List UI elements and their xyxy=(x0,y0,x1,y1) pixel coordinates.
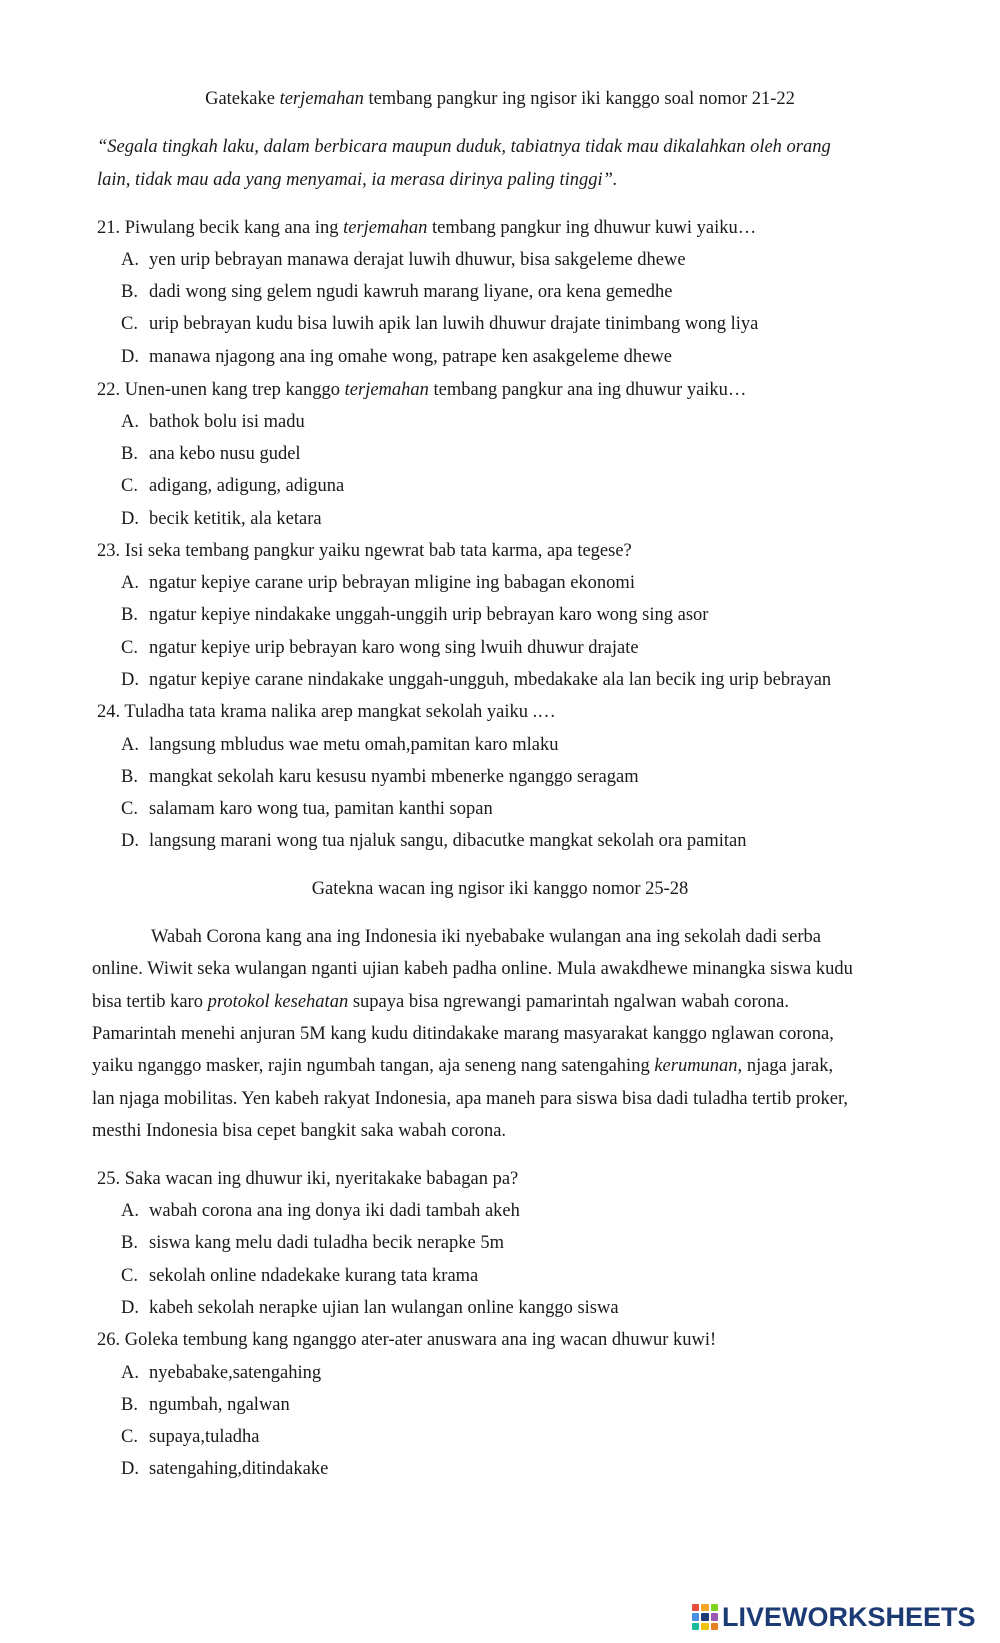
quote-line: lain, tidak mau ada yang menyamai, ia merasa dirinya paling tinggi”. xyxy=(97,170,618,190)
option-22-a[interactable]: A. bathok bolu isi madu xyxy=(121,412,305,432)
passage-line: mesthi Indonesia bisa cepet bangkit saka wabah corona. xyxy=(92,1121,507,1141)
option-23-b[interactable]: B. ngatur kepiye nindakake unggah-unggih urip bebrayan karo wong sing asor xyxy=(121,605,709,625)
liveworksheets-logo-icon xyxy=(692,1604,718,1630)
option-25-b[interactable]: B. siswa kang melu dadi tuladha becik nerapke 5m xyxy=(121,1233,504,1253)
option-26-b[interactable]: B. ngumbah, ngalwan xyxy=(121,1395,290,1415)
option-24-a[interactable]: A. langsung mbludus wae metu omah,pamitan karo mlaku xyxy=(121,735,559,755)
passage-line: Wabah Corona kang ana ing Indonesia iki nyebabake wulangan ana ing sekolah dadi serba xyxy=(151,927,821,947)
option-24-d[interactable]: D. langsung marani wong tua njaluk sangu, dibacutke mangkat sekolah ora pamitan xyxy=(121,831,747,851)
passage-line: bisa tertib karo protokol kesehatan supaya bisa ngrewangi pamarintah ngalwan wabah corona. xyxy=(92,992,789,1012)
section-heading-25-28: Gatekna wacan ing ngisor iki kanggo nomor 25-28 xyxy=(311,879,689,899)
logo-text: LIVEWORKSHEETS xyxy=(722,1601,976,1632)
option-22-d[interactable]: D. becik ketitik, ala ketara xyxy=(121,509,322,529)
option-25-c[interactable]: C. sekolah online ndadekake kurang tata krama xyxy=(121,1266,479,1286)
option-21-d[interactable]: D. manawa njagong ana ing omahe wong, patrape ken asakgeleme dhewe xyxy=(121,347,672,367)
option-26-c[interactable]: C. supaya,tuladha xyxy=(121,1427,260,1447)
heading-italic-text: terjemahan xyxy=(279,89,364,109)
option-23-c[interactable]: C. ngatur kepiye urip bebrayan karo wong sing lwuih dhuwur drajate xyxy=(121,638,639,658)
heading-text: tembang pangkur ing ngisor iki kanggo soal nomor 21-22 xyxy=(363,89,795,109)
passage-line: yaiku nganggo masker, rajin ngumbah tangan, aja seneng nang satengahing kerumunan, njaga jarak, xyxy=(92,1056,834,1076)
option-21-b[interactable]: B. dadi wong sing gelem ngudi kawruh marang liyane, ora kena gemedhe xyxy=(121,282,673,302)
option-25-a[interactable]: A. wabah corona ana ing donya iki dadi tambah akeh xyxy=(121,1201,520,1221)
quote-line: “Segala tingkah laku, dalam berbicara maupun duduk, tabiatnya tidak mau dikalahkan oleh orang xyxy=(97,137,831,157)
passage-line: lan njaga mobilitas. Yen kabeh rakyat Indonesia, apa maneh para siswa bisa dadi tuladha tertib proker, xyxy=(92,1089,848,1109)
option-23-d[interactable]: D. ngatur kepiye carane nindakake unggah-ungguh, mbedakake ala lan becik ing urip bebrayan xyxy=(121,670,832,690)
option-26-d[interactable]: D. satengahing,ditindakake xyxy=(121,1459,329,1479)
option-21-c[interactable]: C. urip bebrayan kudu bisa luwih apik lan luwih dhuwur drajate tinimbang wong liya xyxy=(121,314,759,334)
question-24: 24. Tuladha tata krama nalika arep mangkat sekolah yaiku .… xyxy=(97,702,556,722)
option-24-c[interactable]: C. salamam karo wong tua, pamitan kanthi sopan xyxy=(121,799,493,819)
heading-text: Gatekake xyxy=(205,89,280,109)
question-21: 21. Piwulang becik kang ana ing terjemahan tembang pangkur ing dhuwur kuwi yaiku… xyxy=(97,218,757,238)
option-22-c[interactable]: C. adigang, adigung, adiguna xyxy=(121,476,345,496)
option-23-a[interactable]: A. ngatur kepiye carane urip bebrayan mligine ing babagan ekonomi xyxy=(121,573,635,593)
question-22: 22. Unen-unen kang trep kanggo terjemahan tembang pangkur ana ing dhuwur yaiku… xyxy=(97,380,747,400)
section-heading-21-22 xyxy=(0,87,1000,111)
question-25: 25. Saka wacan ing dhuwur iki, nyeritakake babagan pa? xyxy=(97,1169,519,1189)
option-22-b[interactable]: B. ana kebo nusu gudel xyxy=(121,444,301,464)
option-24-b[interactable]: B. mangkat sekolah karu kesusu nyambi mbenerke nganggo seragam xyxy=(121,767,639,787)
option-26-a[interactable]: A. nyebabake,satengahing xyxy=(121,1363,322,1383)
passage-line: online. Wiwit seka wulangan nganti ujian kabeh padha online. Mula awakdhewe minangka siswa kudu xyxy=(92,959,853,979)
option-21-a[interactable]: A. yen urip bebrayan manawa derajat luwih dhuwur, bisa sakgeleme dhewe xyxy=(121,250,686,270)
question-23: 23. Isi seka tembang pangkur yaiku ngewrat bab tata karma, apa tegese? xyxy=(97,541,632,561)
liveworksheets-logo[interactable] xyxy=(692,1601,976,1633)
passage-line: Pamarintah menehi anjuran 5M kang kudu ditindakake marang masyarakat kanggo nglawan corona, xyxy=(92,1024,834,1044)
option-25-d[interactable]: D. kabeh sekolah nerapke ujian lan wulangan online kanggo siswa xyxy=(121,1298,619,1318)
question-26: 26. Goleka tembung kang nganggo ater-ater anuswara ana ing wacan dhuwur kuwi! xyxy=(97,1330,717,1350)
